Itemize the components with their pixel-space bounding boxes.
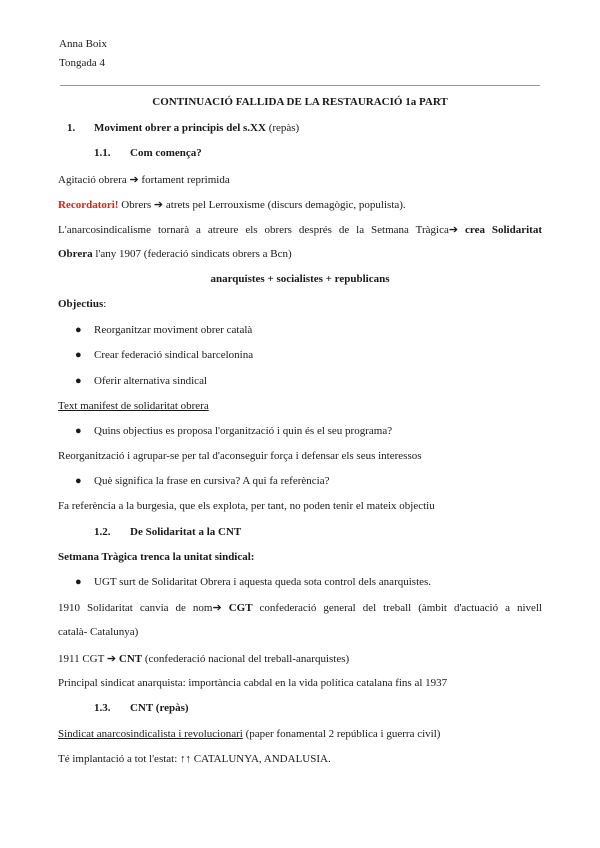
ugt-bullet: UGT surt de Solidaritat Obrera i aquesta queda sota control dels anarquistes.	[94, 576, 432, 588]
header-divider	[60, 85, 540, 86]
paragraph-principal: Principal sindicat anarquista: importància cabdal en la vida política catalana fins al 1937	[58, 677, 448, 689]
paragraph-anarcho-line1: L'anarcosindicalisme tornarà a atreure els obrers després de la Setmana Tràgica➔ crea Solidaritat	[58, 224, 542, 236]
subsection-1-3-title: CNT (repàs)	[130, 702, 189, 714]
paragraph-cnt-union: Sindicat anarcosindicalista i revolucionari (paper fonamental 2 república i guerra civil)	[58, 728, 441, 740]
subsection-1-1-number: 1.1.	[94, 147, 111, 159]
answer-1: Reorganització i agrupar-se per tal d'aconseguir força i defensar els seus interessos	[58, 450, 422, 462]
subsection-1-1-title: Com comença?	[130, 147, 202, 159]
paragraph-1910-line2: català- Catalunya)	[58, 626, 139, 638]
question-1: Quins objectius es proposa l'organització i quin és el seu programa?	[94, 425, 393, 437]
subsection-1-3-number: 1.3.	[94, 702, 111, 714]
paragraph-cnt-implantation: Té implantació a tot l'estat: ↑↑ CATALUNYA, ANDALUSIA.	[58, 753, 331, 765]
group-label: Tongada 4	[59, 57, 105, 69]
subsection-1-2-number: 1.2.	[94, 526, 111, 538]
bullet-icon: ●	[75, 349, 82, 361]
paragraph-agitation: Agitació obrera ➔ fortament reprimida	[58, 174, 230, 186]
page-title: CONTINUACIÓ FALLIDA DE LA RESTAURACIÓ 1a PART	[152, 96, 448, 108]
bullet-icon: ●	[75, 475, 82, 487]
reminder-label: Recordatori!	[58, 199, 119, 211]
objective-item: Oferir alternativa sindical	[94, 375, 208, 387]
bullet-icon: ●	[75, 375, 82, 387]
author-name: Anna Boix	[59, 38, 107, 50]
section-1-title: Moviment obrer a principis del s.XX	[94, 122, 266, 134]
objective-item: Reorganitzar moviment obrer català	[94, 324, 253, 336]
bullet-icon: ●	[75, 324, 82, 336]
bullet-icon: ●	[75, 425, 82, 437]
bullet-icon: ●	[75, 576, 82, 588]
question-2: Què significa la frase en cursiva? A qui fa referència?	[94, 475, 330, 487]
subsection-1-2-title: De Solidaritat a la CNT	[130, 526, 242, 538]
objectives-heading: Objectius:	[58, 298, 107, 310]
paragraph-1911: 1911 CGT ➔ CNT (confederació nacional del treball-anarquistes)	[58, 653, 350, 665]
objective-item: Crear federació sindical barcelonina	[94, 349, 254, 361]
formula-line: anarquistes + socialistes + republicans	[210, 273, 390, 285]
paragraph-reminder	[58, 198, 542, 211]
tragic-week-heading: Setmana Tràgica trenca la unitat sindical:	[58, 551, 255, 563]
section-1-number: 1.	[67, 122, 76, 134]
paragraph-1910-line1: 1910 Solidaritat canvia de nom➔ CGT confederació general del treball (àmbit d'actuació a nivell	[58, 602, 542, 614]
reminder-text: Obrers ➔ atrets pel Lerrouxisme (discurs demagògic, populista).	[118, 199, 406, 211]
answer-2: Fa referència a la burgesia, que els explota, per tant, no poden tenir el mateix objectiu	[58, 500, 435, 512]
paragraph-anarcho-line2: Obrera l'any 1907 (federació sindicats obrers a Bcn)	[58, 248, 292, 260]
section-1-suffix: (repàs)	[265, 122, 300, 134]
manifest-heading: Text manifest de solidaritat obrera	[58, 400, 209, 412]
